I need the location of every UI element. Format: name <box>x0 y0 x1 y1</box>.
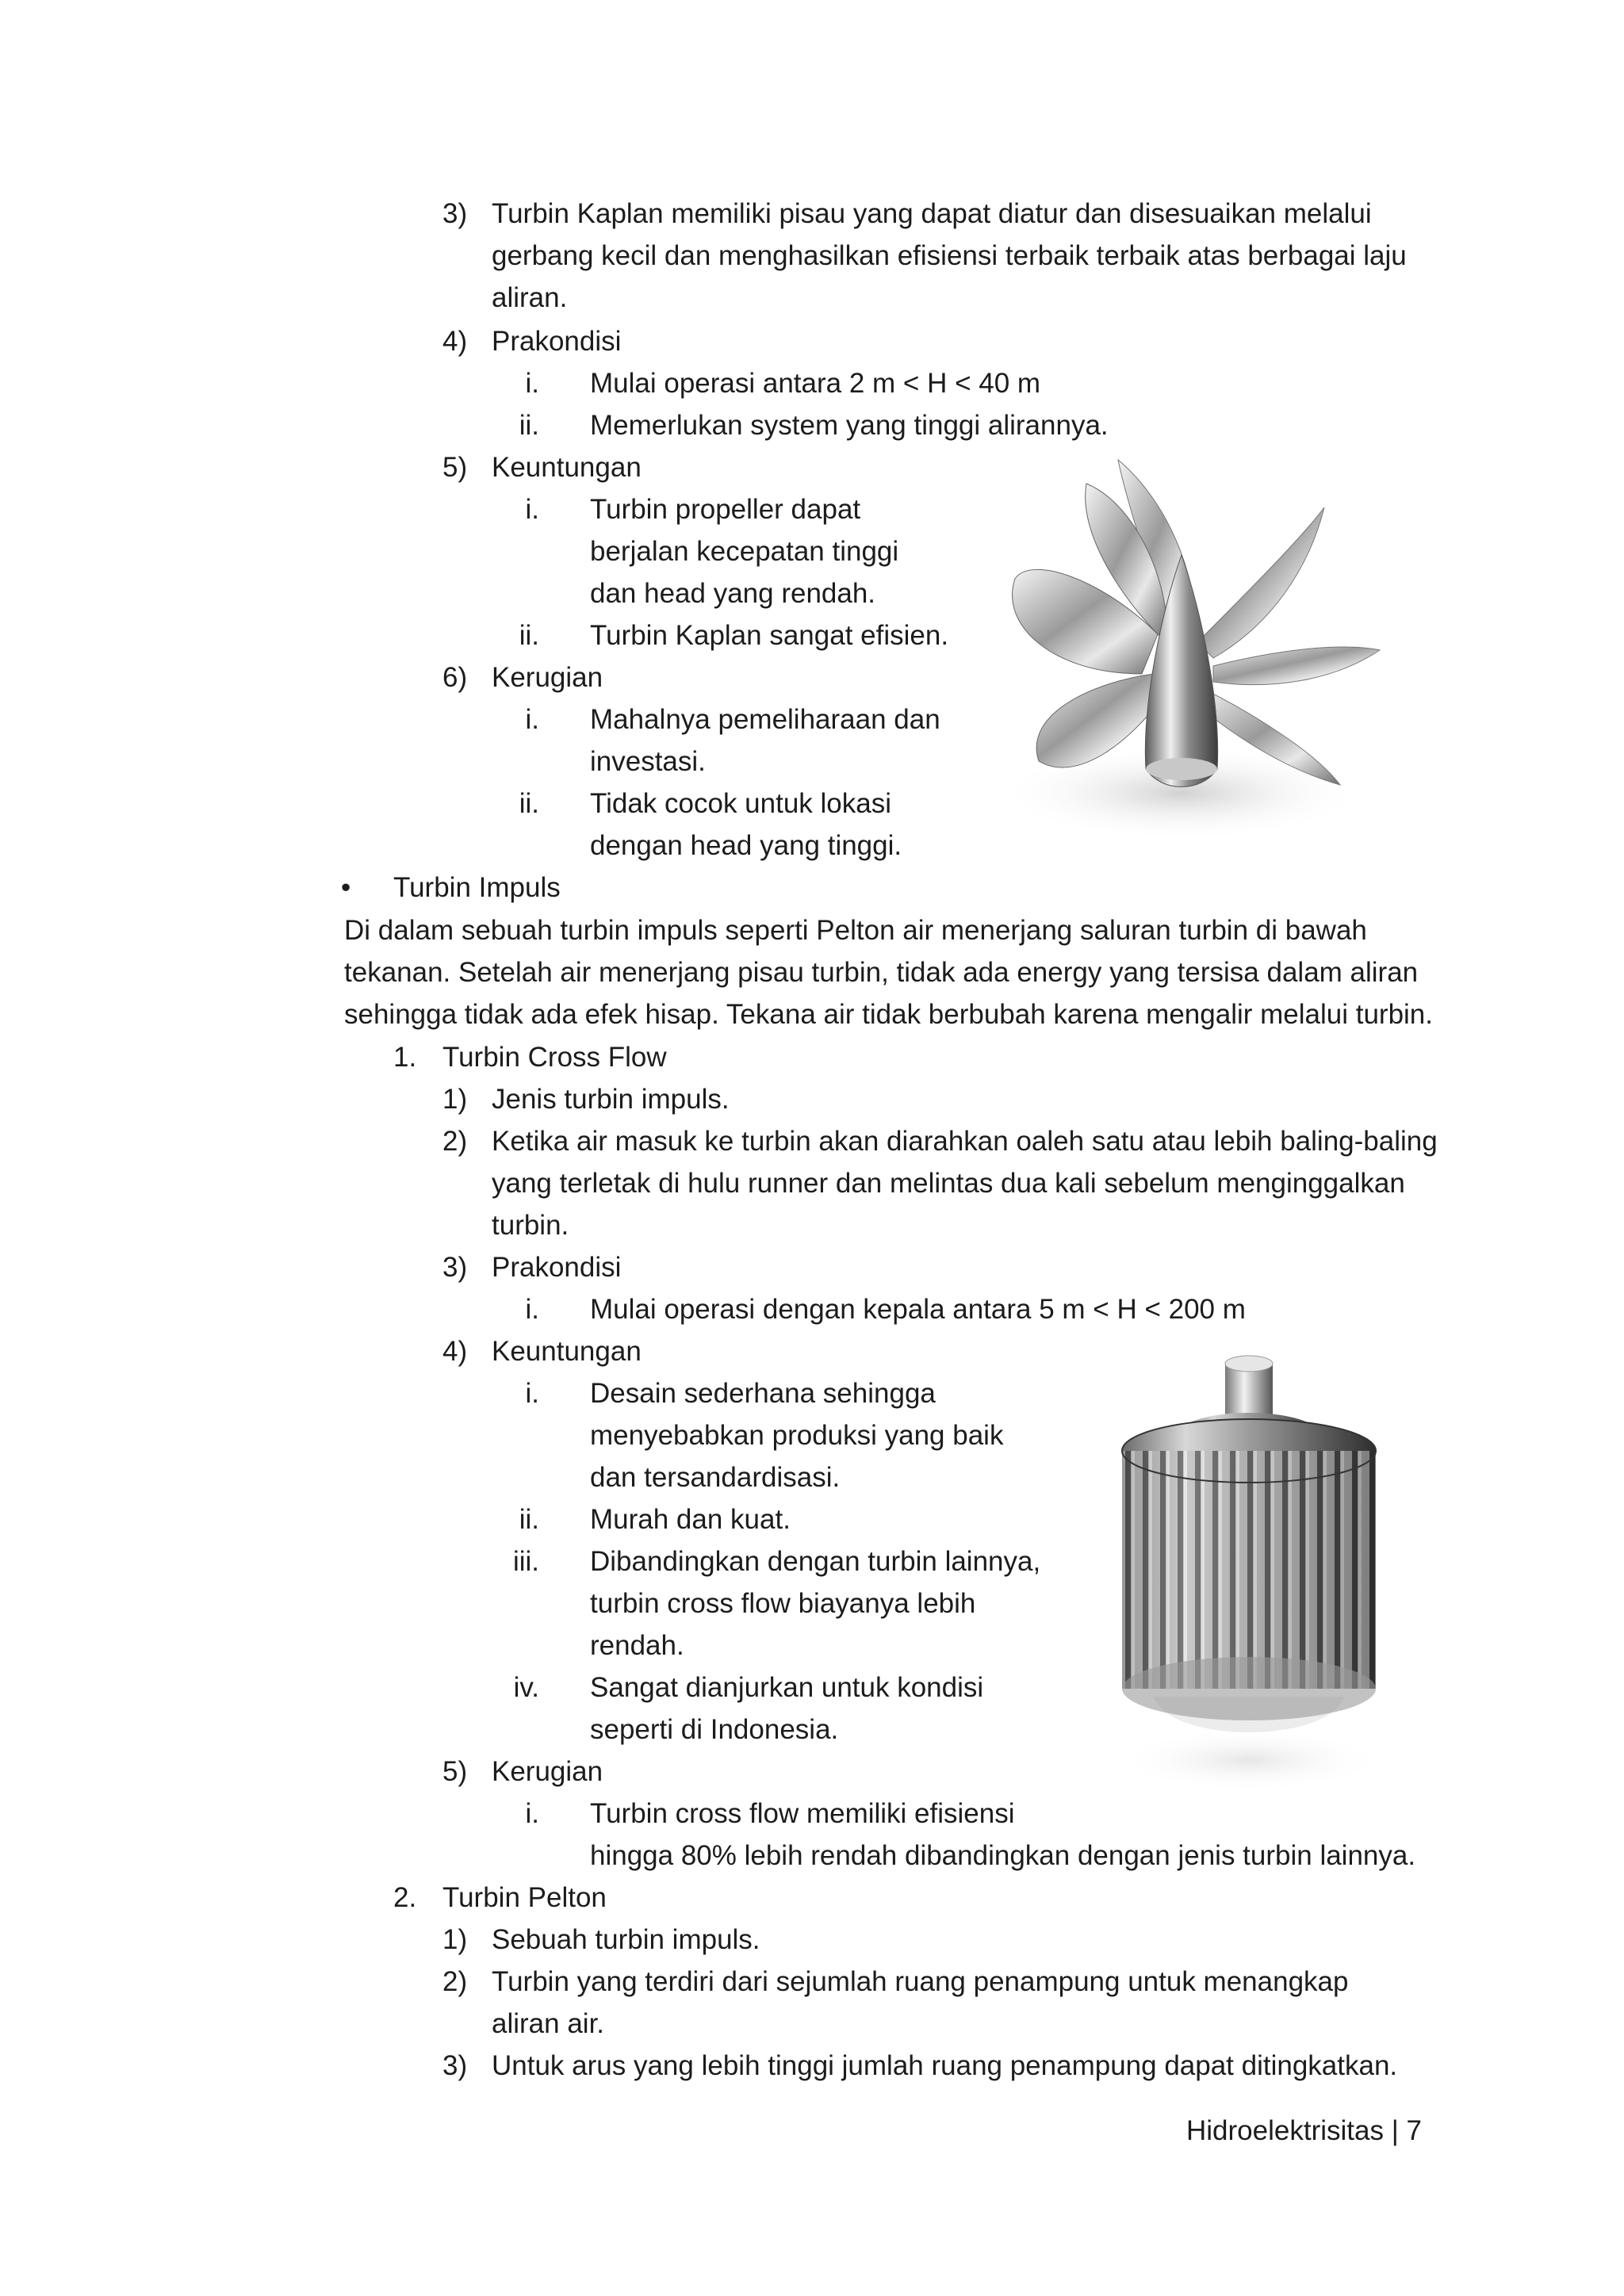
body-text: Turbin propeller dapat <box>590 494 861 525</box>
roman-number: ii. <box>519 410 539 441</box>
roman-number: i. <box>525 1378 539 1409</box>
paragraph-line: sehingga tidak ada efek hisap. Tekana air tidak berbubah karena mengalir melalui turbin. <box>344 999 1433 1030</box>
list-heading: Prakondisi <box>492 1252 622 1283</box>
roman-number: iv. <box>513 1672 539 1703</box>
list-number: 6) <box>442 662 468 693</box>
body-text: rendah. <box>590 1630 684 1661</box>
list-number: 5) <box>442 452 468 483</box>
roman-number: ii. <box>519 788 539 819</box>
body-text: Mulai operasi dengan kepala antara 5 m < H < 200 m <box>590 1294 1246 1325</box>
bullet-icon: • <box>341 872 351 903</box>
list-heading: Kerugian <box>492 662 603 693</box>
body-text: Turbin Kaplan sangat efisien. <box>590 620 949 651</box>
footer-separator: | <box>1391 2115 1399 2146</box>
list-number: 2) <box>442 1966 468 1997</box>
body-text: turbin. <box>492 1210 569 1241</box>
body-text: Murah dan kuat. <box>590 1504 791 1535</box>
kaplan-turbine-image <box>983 452 1396 848</box>
body-text: dan head yang rendah. <box>590 578 876 609</box>
body-text: Tidak cocok untuk lokasi <box>590 788 891 819</box>
list-number: 2) <box>442 1126 468 1157</box>
body-text: Mulai operasi antara 2 m < H < 40 m <box>590 368 1041 399</box>
list-heading: Keuntungan <box>492 452 642 483</box>
footer-title: Hidroelektrisitas <box>1186 2115 1384 2146</box>
body-text: Untuk arus yang lebih tinggi jumlah ruang penampung dapat ditingkatkan. <box>492 2050 1398 2081</box>
roman-number: i. <box>525 494 539 525</box>
body-text: investasi. <box>590 746 706 777</box>
list-number: 1) <box>442 1924 468 1955</box>
body-text: Sebuah turbin impuls. <box>492 1924 760 1955</box>
body-text: hingga 80% lebih rendah dibandingkan dengan jenis turbin lainnya. <box>590 1840 1416 1871</box>
paragraph-line: tekanan. Setelah air menerjang pisau turbin, tidak ada energy yang tersisa dalam aliran <box>344 957 1419 988</box>
list-number: 4) <box>442 1336 468 1367</box>
body-text: dan tersandardisasi. <box>590 1462 841 1493</box>
body-text: menyebabkan produksi yang baik <box>590 1420 1004 1451</box>
list-number: 1. <box>393 1042 417 1073</box>
body-text: Jenis turbin impuls. <box>492 1084 730 1115</box>
page-number: 7 <box>1406 2115 1422 2146</box>
list-number: 5) <box>442 1756 468 1787</box>
paragraph-line: Di dalam sebuah turbin impuls seperti Pelton air menerjang saluran turbin di bawah <box>344 915 1367 946</box>
body-text: Turbin cross flow memiliki efisiensi <box>590 1798 1015 1829</box>
list-number: 4) <box>442 326 468 357</box>
body-text: dengan head yang tinggi. <box>590 830 902 861</box>
body-text: Desain sederhana sehingga <box>590 1378 936 1409</box>
roman-number: ii. <box>519 1504 539 1535</box>
body-text: gerbang kecil dan menghasilkan efisiensi terbaik terbaik atas berbagai laju <box>492 240 1407 271</box>
list-heading: Kerugian <box>492 1756 603 1787</box>
body-text: aliran. <box>492 282 568 313</box>
body-text: Sangat dianjurkan untuk kondisi <box>590 1672 984 1703</box>
body-text: Memerlukan system yang tinggi alirannya. <box>590 410 1109 441</box>
roman-number: iii. <box>512 1546 539 1577</box>
list-number: 3) <box>442 198 468 229</box>
section-heading: Turbin Impuls <box>393 872 561 903</box>
subsection-heading: Turbin Pelton <box>442 1882 607 1913</box>
roman-number: i. <box>525 704 539 735</box>
roman-number: i. <box>525 1798 539 1829</box>
body-text: Ketika air masuk ke turbin akan diarahkan oaleh satu atau lebih baling-baling <box>492 1126 1438 1157</box>
body-text: berjalan kecepatan tinggi <box>590 536 899 567</box>
roman-number: i. <box>525 1294 539 1325</box>
body-text: turbin cross flow biayanya lebih <box>590 1588 976 1619</box>
page-footer <box>1186 2112 1422 2150</box>
body-text: seperti di Indonesia. <box>590 1714 839 1745</box>
list-number: 3) <box>442 1252 468 1283</box>
body-text: Mahalnya pemeliharaan dan <box>590 704 940 735</box>
list-number: 2. <box>393 1882 417 1913</box>
list-number: 3) <box>442 2050 468 2081</box>
roman-number: ii. <box>519 620 539 651</box>
subsection-heading: Turbin Cross Flow <box>442 1042 667 1073</box>
list-heading: Keuntungan <box>492 1336 642 1367</box>
body-text: yang terletak di hulu runner dan melintas dua kali sebelum menginggalkan <box>492 1168 1405 1199</box>
body-text: Dibandingkan dengan turbin lainnya, <box>590 1546 1041 1577</box>
body-text: Turbin yang terdiri dari sejumlah ruang penampung untuk menangkap <box>492 1966 1349 1997</box>
list-number: 1) <box>442 1084 468 1115</box>
body-text: Turbin Kaplan memiliki pisau yang dapat diatur dan disesuaikan melalui <box>492 198 1372 229</box>
body-text: aliran air. <box>492 2008 605 2039</box>
crossflow-turbine-image <box>1106 1348 1392 1792</box>
roman-number: i. <box>525 368 539 399</box>
list-heading: Prakondisi <box>492 326 622 357</box>
